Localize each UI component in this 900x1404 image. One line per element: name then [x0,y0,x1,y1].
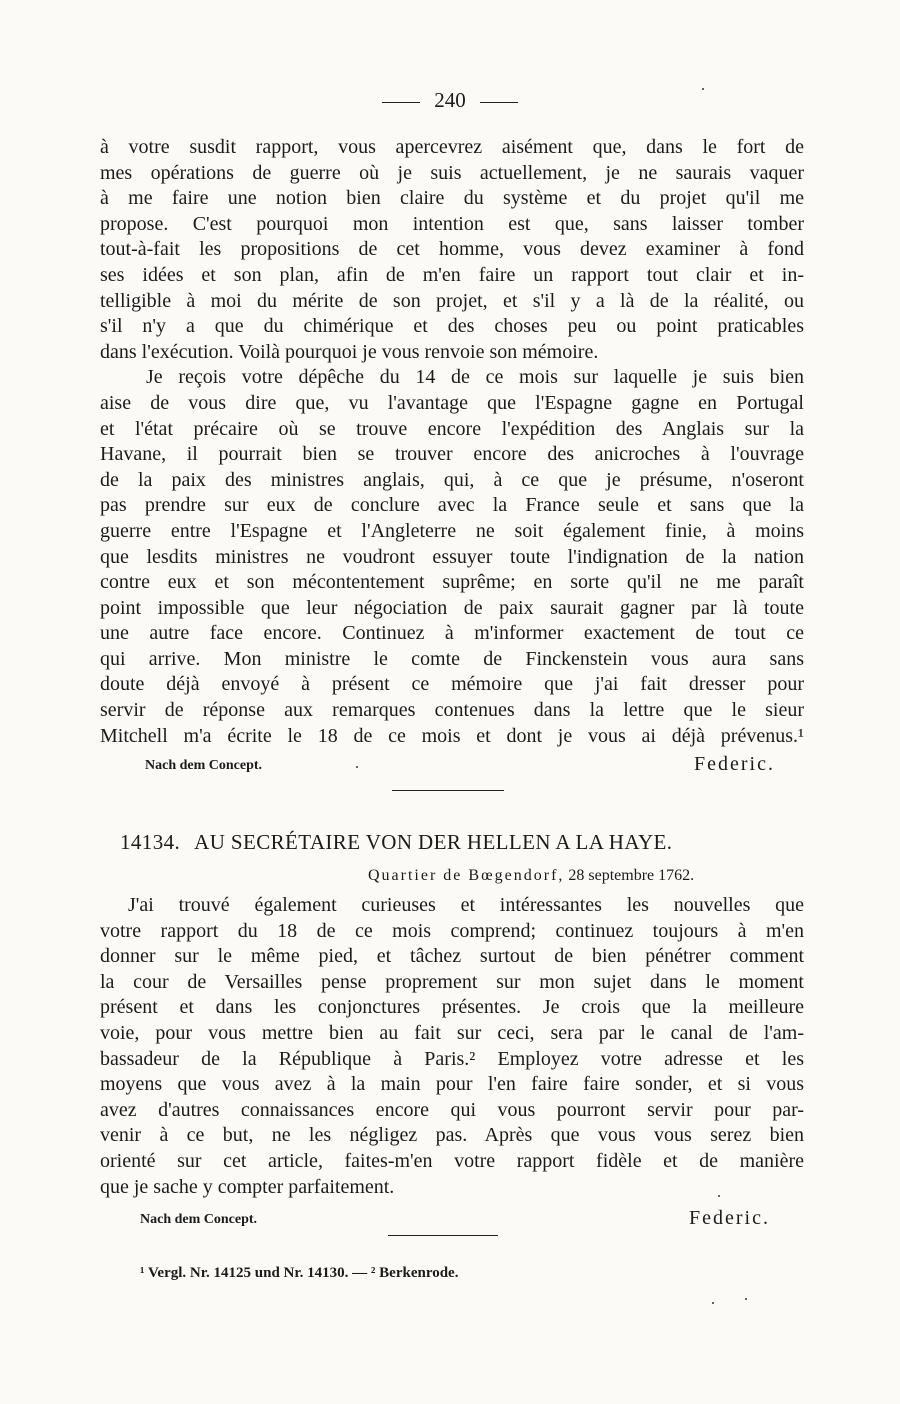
text-line: que lesdits ministres ne voudront essuyer toute l'indignation de la nation [100,545,804,568]
text-line: la cour de Versailles pense proprement sur mon sujet dans le moment [100,970,804,993]
text-line: s'il n'y a que du chimérique et des choses peu ou point praticables [100,315,804,338]
text-line: Mitchell m'a écrite le 18 de ce mois et dont je vous ai déjà prévenus.¹ [100,724,804,747]
text-line: orienté sur cet article, faites-m'en votre rapport fidèle et de manière [100,1149,804,1172]
text-line: aise de vous dire que, vu l'avantage que l'Espagne gagne en Portugal [100,391,804,414]
paper-speck [712,1302,714,1304]
text-line: avez d'autres connaissances encore qui vous pourront servir pour par- [100,1098,804,1121]
paper-speck [745,1298,747,1300]
text-line: voie, pour vous mettre bien au fait sur ceci, sera par le canal de l'am- [100,1021,804,1044]
paper-speck [718,1195,720,1197]
footnote-divider [388,1235,498,1236]
text-line: pas prendre sur eux de conclure avec la France seule et sans que la [100,494,804,517]
text-line: Je reçois votre dépêche du 14 de ce mois sur laquelle je suis bien [146,366,804,389]
paper-speck [356,766,358,768]
letter-dateline [368,867,694,885]
page-header [0,88,900,113]
letter-number: 14134. [120,830,181,854]
text-line: qui arrive. Mon ministre le comte de Finckenstein vous aura sans [100,647,804,670]
page-number: 240 [434,88,466,112]
letter-body-1 [100,135,804,749]
text-line: J'ai trouvé également curieuses et intéressantes les nouvelles que [128,894,804,916]
letter-place: Quartier de Bœgendorf, [368,867,565,884]
text-line: mes opérations de guerre où je suis actuellement, je ne saurais vaquer [100,161,804,184]
header-dash-left [382,102,420,103]
text-line: à votre susdit rapport, vous apercevrez aisément que, dans le fort de [100,136,804,158]
text-line: présent et dans les conjonctures présentes. Je crois que la meilleure [100,996,804,1019]
signature: Federic. [689,1207,770,1229]
text-line: tout-à-fait les propositions de cet homme, vous devez examiner à fond [100,238,804,261]
section-divider [392,790,504,791]
source-note: Nach dem Concept. [140,1212,258,1227]
text-line: servir de réponse aux remarques contenues dans la lettre que le sieur [100,699,804,722]
signature-row-2 [140,1204,770,1230]
text-line: bassadeur de la République à Paris.² Employez votre adresse et les [100,1047,804,1070]
text-line: et l'état précaire où se trouve encore l'expédition des Anglais sur la [100,417,804,440]
text-line: Havane, il pourrait bien se trouver encore des anicroches à l'ouvrage [100,443,804,466]
footnotes: ¹ Vergl. Nr. 14125 und Nr. 14130. — ² Berkenrode. [140,1265,459,1281]
signature-row-1 [145,750,775,776]
text-line: dans l'exécution. Voilà pourquoi je vous renvoie son mémoire. [100,340,599,363]
text-line: venir à ce but, ne les négligez pas. Après que vous vous serez bien [100,1124,804,1147]
text-line: que je sache y compter parfaitement. [100,1175,395,1198]
paper-speck [702,88,704,90]
letter-title: AU SECRÉTAIRE VON DER HELLEN A LA HAYE. [194,830,673,854]
signature: Federic. [694,753,775,775]
source-note: Nach dem Concept. [145,758,263,773]
text-line: votre rapport du 18 de ce mois comprend; continuez toujours à m'en [100,919,804,942]
text-line: telligible à moi du mérite de son projet, et s'il y a là de la réalité, ou [100,289,804,312]
text-line: doute déjà envoyé à présent ce mémoire que j'ai fait dresser pour [100,673,804,696]
header-dash-right [480,102,518,103]
letter-body-2 [100,893,804,1200]
text-line: à me faire une notion bien claire du système et du projet qu'il me [100,187,804,210]
letter-date: 28 septembre 1762. [568,867,695,884]
text-line: point impossible que leur négociation de paix saurait gagner par là toute [100,596,804,619]
text-line: guerre entre l'Espagne et l'Angleterre ne soit également finie, à moins [100,519,804,542]
text-line: ses idées et son plan, afin de m'en faire un rapport tout clair et in- [100,263,804,286]
letter-heading [120,830,672,855]
text-line: de la paix des ministres anglais, qui, à ce que je présume, n'oseront [100,468,804,491]
text-line: moyens que vous avez à la main pour l'en faire faire sonder, et si vous [100,1073,804,1096]
text-line: contre eux et son mécontentement suprême; en sorte qu'il ne me paraît [100,571,804,594]
text-line: une autre face encore. Continuez à m'informer exactement de tout ce [100,622,804,645]
text-line: donner sur le même pied, et tâchez surtout de bien pénétrer comment [100,945,804,968]
text-line: propose. C'est pourquoi mon intention est que, sans laisser tomber [100,212,804,235]
